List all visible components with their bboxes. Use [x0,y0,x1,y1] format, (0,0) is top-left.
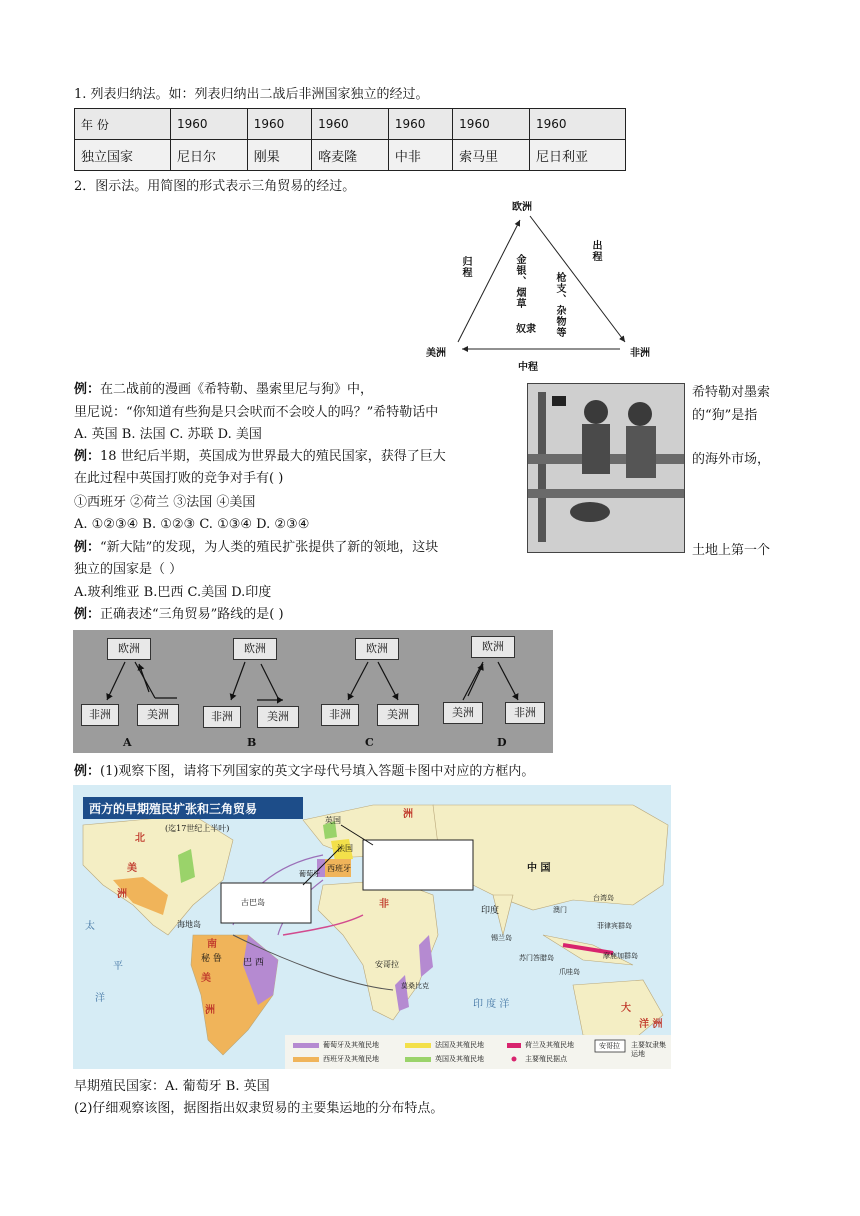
q3-line2: 独立的国家是（ ） [74,562,183,577]
label-yang: 洋 [95,993,105,1004]
label-america1: 美 [127,863,137,874]
label-england: 英国 [325,816,341,825]
table-cell: 索马里 [453,140,530,171]
label-fei: 非 [379,899,389,910]
trade-route-choices [73,630,553,753]
q2-line1 [74,448,446,466]
label-cuba: 古巴岛 [241,898,265,907]
map-title: 西方的早期殖民扩张和三角贸易 [89,802,258,816]
q5-options: 早期殖民国家：A. 葡萄牙 B. 英国 [74,1079,270,1094]
q1-line2-tail: 的“狗”是指 [692,408,758,423]
table-row [75,140,626,171]
example-label: 例： [74,540,101,555]
q1-line2: 里尼说：“你知道有些狗是只会吠而不会咬人的吗？”希特勒话中 [74,405,439,420]
q2-text: 18 世纪后半期，英国成为世界最大的殖民国家，获得了巨大 [100,449,446,464]
q2-options: A. ①②③④ B. ①②③ C. ①③④ D. ②③④ [74,517,310,532]
label-spain: 西班牙 [327,864,351,873]
table-cell: 独立国家 [75,140,171,171]
table-row [75,109,626,140]
label-america2: 美 [201,973,211,984]
choice-a-left: 非洲 [81,704,119,726]
q4-text: 正确表述“三角贸易”路线的是( ) [100,607,284,622]
choice-d-left: 美洲 [443,702,483,724]
q1-text: 在二战前的漫画《希特勒、墨索里尼与狗》中， [100,382,374,397]
label-haiti: 海地岛 [177,920,201,929]
table-cell: 1960 [529,109,625,140]
choice-d-right: 非洲 [505,702,545,724]
map-subtitle: (迄17世纪上半叶) [165,824,230,833]
label-taiwan: 台湾岛 [593,894,614,902]
q2-items: ①西班牙 ②荷兰 ③法国 ④美国 [74,495,256,510]
choice-c-europe: 欧洲 [355,638,399,660]
example-label: 例： [74,764,101,779]
label-angola: 安哥拉 [375,960,399,969]
return-arrow [458,220,520,342]
legend-angola: 安哥拉 [599,1042,620,1050]
table-cell: 年 份 [75,109,171,140]
independence-table [74,108,626,171]
label-zhou2: 洲 [205,1005,215,1016]
q2-line1-tail: 的海外市场， [692,452,771,467]
table-cell: 1960 [247,109,311,140]
choice-b-left: 非洲 [203,706,241,728]
choice-c-right: 美洲 [377,704,419,726]
slaves-label: 奴隶 [516,324,536,335]
choice-c-letter[interactable]: C [365,736,374,749]
q5-line [74,763,534,781]
label-peru: 秘 鲁 [201,954,222,964]
choice-a-europe: 欧洲 [107,638,151,660]
legend-slave-depot: 主要奴隶集运地 [631,1041,666,1058]
label-da: 大 [621,1003,631,1014]
map-drawing [73,785,671,1069]
label-tai: 太 [85,921,95,932]
europe-label: 欧洲 [512,202,532,213]
choice-b-europe: 欧洲 [233,638,277,660]
africa-label: 非洲 [630,348,650,359]
table-cell: 尼日尔 [170,140,247,171]
q3-text: “新大陆”的发现，为人类的殖民扩张提供了新的领地，这块 [100,540,439,555]
label-europe: 洲 [403,809,413,820]
label-ceylon: 锡兰岛 [491,934,512,942]
table-cell: 喀麦隆 [312,140,389,171]
label-java: 爪哇岛 [559,968,580,976]
section2-heading: 2．图示法。用简图的形式表示三角贸易的经过。 [74,179,356,194]
table-cell: 1960 [453,109,530,140]
choice-b-right: 美洲 [257,706,299,728]
label-sumatra: 苏门答腊岛 [519,954,554,962]
label-north: 北 [135,833,145,844]
q3-line1 [74,539,438,557]
colonial-expansion-map [73,785,671,1069]
example-label: 例： [74,449,101,464]
choice-c-left: 非洲 [321,704,359,726]
label-zhou1: 洲 [117,889,127,900]
legend-netherlands: 荷兰及其殖民地 [525,1041,574,1049]
outbound-arrow [530,216,625,342]
label-indian-ocean: 印 度 洋 [473,999,510,1010]
goods-back-label: 金银、烟草 [514,254,525,309]
choice-d-letter[interactable]: D [497,736,507,749]
label-ping: 平 [113,961,123,972]
q1-line1-tail: 希特勒对墨索 [692,385,771,400]
q3-line1-tail: 土地上第一个 [692,543,771,558]
label-south: 南 [207,939,217,950]
section1-heading: 1. 列表归纳法。如：列表归纳出二战后非洲国家独立的经过。 [74,87,429,102]
middle-label: 中程 [518,362,538,373]
goods-out-label: 枪支、杂物等 [554,272,565,338]
america-label: 美洲 [426,348,446,359]
label-portugal: 葡萄牙 [299,870,320,878]
legend-england: 英国及其殖民地 [435,1055,484,1063]
q2-line2: 在此过程中英国打败的竞争对手有( ) [74,471,284,486]
label-macau: 澳门 [553,906,567,914]
label-india: 印度 [481,906,500,916]
choice-b-letter[interactable]: B [247,736,257,749]
choice-d-europe: 欧洲 [471,636,515,658]
label-france: 法国 [337,844,353,853]
outbound-label: 出程 [590,240,601,262]
choice-a-right: 美洲 [137,704,179,726]
legend-strongholds: 主要殖民据点 [525,1055,567,1063]
cartoon-image [527,383,685,553]
cartoon-drawing [528,384,684,552]
q4-line [74,606,284,624]
triangle-trade-diagram [420,192,670,372]
label-ocean-zhou: 洋 洲 [639,1019,663,1030]
example-label: 例： [74,607,101,622]
choice-a-letter[interactable]: A [123,736,132,749]
q1-options: A. 英国 B. 法国 C. 苏联 D. 美国 [74,427,262,442]
legend-portugal: 葡萄牙及其殖民地 [323,1041,379,1049]
return-label: 归程 [460,256,471,278]
q3-options: A.玻利维亚 B.巴西 C.美国 D.印度 [74,585,272,600]
q1-line1 [74,381,373,399]
example-label: 例： [74,382,101,397]
table-cell: 中非 [388,140,452,171]
legend-france: 法国及其殖民地 [435,1041,484,1049]
table-cell: 1960 [312,109,389,140]
label-mozambique: 莫桑比克 [401,982,429,990]
table-cell: 刚果 [247,140,311,171]
table-cell: 1960 [170,109,247,140]
label-china: 中 国 [527,863,551,874]
table-cell: 1960 [388,109,452,140]
q5-text: (1)观察下图，请将下列国家的英文字母代号填入答题卡图中对应的方框内。 [100,764,535,779]
q5-part2: (2)仔细观察该图，据图指出奴隶贸易的主要集运地的分布特点。 [74,1101,444,1116]
legend-spain: 西班牙及其殖民地 [323,1055,379,1063]
label-moluccas: 摩鹿加群岛 [603,952,638,960]
table-cell: 尼日利亚 [529,140,625,171]
label-brazil: 巴 西 [243,958,264,968]
label-philippines: 菲律宾群岛 [597,922,632,930]
